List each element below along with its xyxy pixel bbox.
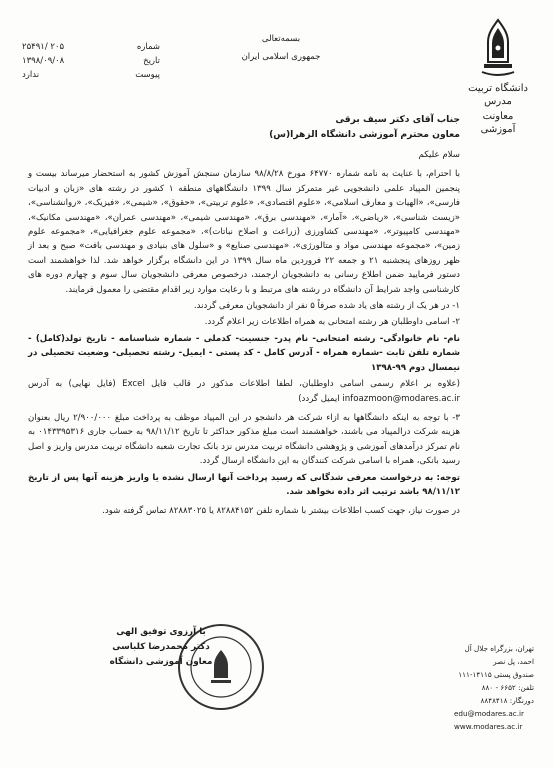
item-3: ۳- با توجه به اینکه دانشگاهها به ازاء شرکت هر دانشجو در این المپیاد موظف به پرداخت مبلغ ۲/۹۰۰/۰۰۰ ریال بعنوان هزینه شرکت درالمپیاد می باشند، خواهشمند است مبلغ مذکور حداکثر تا تاریخ ۹۸/۱۱/۱۲ به حساب جاری ۰۱۴۳۳۹۵۳۱۶ به نام تمرکز درآمدهای آموزشی و پژوهشی دانشگاه تربیت مدرس نزد بانک تجارت شعبه دانشگاه تربیت مدرس واریز و اصل رسید بانکی، همراه با اسامی شرکت کنندگان به این دانشگاه ارسال گردد.	[28, 412, 461, 467]
basmala: بسمه‌تعالی	[261, 34, 301, 44]
date-label: تاریخ	[143, 56, 160, 66]
po-box: صندوق پستی ۱۴۱۱۵-۱۱۱	[458, 670, 534, 679]
recipient-name: جناب آقای دکتر سیف برقی	[335, 114, 460, 125]
republic-title: جمهوری اسلامی ایران	[241, 52, 321, 62]
letter-meta	[22, 40, 160, 82]
attachment-label: پیوست	[135, 70, 160, 80]
main-paragraph: با احترام، با عنایت به نامه شماره ۶۴۷۷۰ مورخ ۹۸/۸/۲۸ سازمان سنجش آموزش کشور به استحضار میرساند بیست و پنجمین المپیاد علمی دانشجویی غیر متمرکز سال ۱۳۹۹ دانشگاههای منطقه ۱ کشور در رشته های «زبان و ادبیات فارسی»، «الهیات و معارف اسلامی»، «علوم اقتصادی»، «علوم تربیتی»، «حقوق»، «شیمی»، «فیزیک»، «روانشناسی»، «زیست شناسی»، «ریاضی»، «آمار»، «مهندسی برق»، «مهندسی شیمی»، «مهندسی عمران»، «مهندسی مکانیک»، «مهندسی کامپیوتر»، «مهندسی کشاورزی (زراعت و اصلاح نباتات)»، «مجموعه علوم جغرافیایی»، «مجموعه علوم زمین»، «مجموعه مهندسی مواد و متالورژی»، «مهندسی صنایع» و «سلول های بنیادی و مهندسی بافت» صبح و بعد از ظهر روزهای پنجشنبه ۲۱ و جمعه ۲۲ فروردین ماه سال ۱۳۹۹ در این دانشگاه برگزار خواهد شد. لذا خواهشمند است دستور فرمایید ضمن اطلاع رسانی به دانشجویان ارجمند، درخصوص معرفی دانشجویان سال سوم و چهارم دوره های کارشناسی واجد شرایط آن دانشگاه در رشته های مرتبط و با رعایت موارد زیر اقدام مقتضی را معمول فرمایند.	[28, 169, 461, 295]
item-2-note: (علاوه بر اعلام رسمی اسامی داوطلبان، لطفا اطلاعات مذکور در قالب فایل Excel (فایل نهایی) به آدرس infoazmoon@modares.ac.ir ایمیل گردد)	[28, 379, 461, 404]
fax: دورنگار: ۸۸۴۸۴۱۸	[480, 696, 534, 705]
address: تهران، بزرگراه جلال آل احمد، پل نصر	[464, 644, 534, 666]
greeting: سلام علیکم	[418, 150, 460, 160]
email: edu@modares.ac.ir	[454, 709, 524, 718]
item-2-fields: نام- نام خانوادگی- رشته امتحانی- نام پدر- جنسیت- کدملی - شماره شناسنامه - تاریخ تولد(کامل) - شماره تلفن ثابت -شماره همراه - آدرس کامل - کد پستی - ایمیل- رشته تحصیلی- وضعیت تحصیلی در نیمسال دوم ۹۹-۱۳۹۸	[28, 333, 460, 373]
meta-date-row	[22, 54, 160, 68]
university-logo	[464, 18, 532, 136]
item-2: ۲- اسامی داوطلبان هر رشته امتحانی به همراه اطلاعات زیر اعلام گردد.	[204, 317, 460, 328]
signature-line3: معاون آموزشی دانشگاه	[109, 657, 213, 667]
meta-number-row	[22, 40, 160, 54]
item-1: ۱- در هر یک از رشته های یاد شده صرفاً ۵ نفر از دانشجویان معرفی گردند.	[193, 301, 460, 312]
recipient-title: معاون محترم آموزشی دانشگاه الزهرا(س)	[269, 129, 460, 140]
org-name-line2: معاونت آموزشی	[480, 111, 516, 135]
attachment-value: ندارد	[22, 70, 40, 80]
org-name-line1: دانشگاه تربیت مدرس	[468, 83, 528, 107]
meta-attachment-row	[22, 68, 160, 82]
number-value: ۲۵۴۹۱/ ۲۰۵	[22, 42, 65, 52]
date-value: ۱۳۹۸/۰۹/۰۸	[22, 56, 65, 66]
letter-body	[28, 112, 460, 519]
signature-block	[96, 625, 226, 670]
number-label: شماره	[136, 42, 160, 52]
closing: در صورت نیاز، جهت کسب اطلاعات بیشتر با شماره تلفن ۸۲۸۸۴۱۵۲ یا ۸۲۸۸۳۰۲۵ تماس گرفته شود.	[102, 506, 460, 517]
contact-info	[454, 642, 534, 733]
emblem-icon	[478, 18, 518, 80]
signature-line1: با آرزوی توفیق الهی	[116, 627, 206, 637]
website: www.modares.ac.ir	[454, 722, 523, 731]
signature-line2: دکتر محمدرضا کلباسی	[112, 642, 210, 652]
phone: تلفن: ۶۶۵۲ - ۸۸۰	[481, 683, 534, 692]
note: توجه: به درخواست معرفی شدگانی که رسید پرداخت آنها ارسال نشده یا واریز هزینه آنها پس از تاریخ ۹۸/۱۱/۱۲ باشد ترتیب اثر داده نخواهد شد.	[28, 472, 460, 497]
